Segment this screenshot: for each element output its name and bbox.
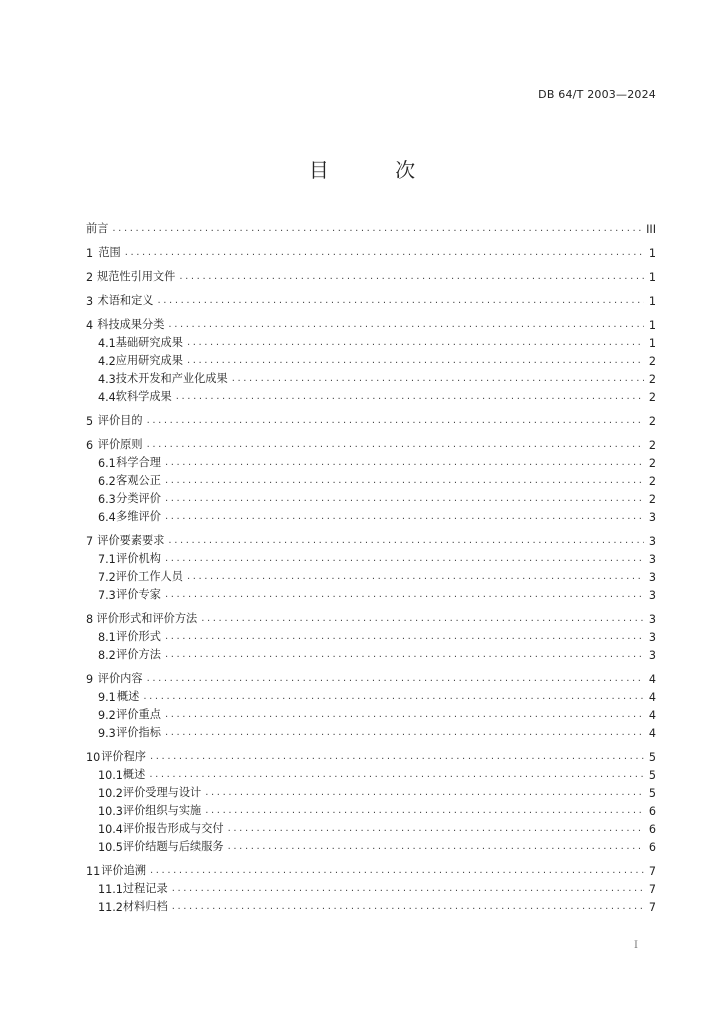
toc-entry-number: 6.2 [98, 475, 116, 488]
toc-entry-label: 科学合理 [116, 456, 161, 469]
toc-entry-label: 多维评价 [116, 510, 161, 523]
table-of-contents [86, 218, 656, 914]
dot-leader [205, 786, 644, 800]
toc-entry-page: 1 [648, 271, 656, 284]
toc-entry-page: 2 [648, 439, 656, 452]
toc-entry-label: 术语和定义 [97, 294, 154, 307]
toc-subentry[interactable] [86, 332, 656, 350]
toc-subentry[interactable] [86, 470, 656, 488]
footer-page-number: I [634, 940, 638, 951]
toc-entry-label: 评价专家 [116, 588, 161, 601]
toc-entry-number: 4.1 [98, 337, 116, 350]
toc-entry-label: 前言 [86, 222, 109, 235]
toc-subentry[interactable] [86, 488, 656, 506]
toc-entry-number: 3 [86, 295, 94, 308]
toc-entry-number: 9.3 [98, 727, 116, 740]
toc-entry-number: 6.4 [98, 511, 116, 524]
toc-entry-page: 3 [648, 571, 656, 584]
toc-entry-number: 6 [86, 439, 94, 452]
toc-entry-number: 4.2 [98, 355, 116, 368]
dot-leader [125, 246, 644, 260]
dot-leader [168, 318, 644, 332]
toc-entry-label: 科技成果分类 [97, 318, 165, 331]
toc-entry[interactable] [86, 608, 656, 626]
dot-leader [187, 336, 644, 350]
toc-entry-label: 评价形式和评价方法 [96, 612, 198, 625]
toc-entry-number: 8 [86, 613, 94, 626]
toc-entry-label: 软科学成果 [115, 390, 172, 403]
toc-entry-number: 10.3 [98, 805, 123, 818]
dot-leader [165, 648, 644, 662]
dot-leader [232, 372, 644, 386]
toc-entry-label: 评价工作人员 [115, 570, 183, 583]
toc-entry-label: 评价追溯 [101, 864, 146, 877]
toc-entry-page: 4 [648, 691, 656, 704]
toc-entry-label: 评价内容 [97, 672, 143, 685]
toc-entry-page: 1 [648, 247, 656, 260]
toc-entry-page: 3 [648, 589, 656, 602]
toc-entry-number: 10.4 [98, 823, 123, 836]
toc-entry-page: 2 [648, 493, 656, 506]
toc-entry-number: 7.1 [98, 553, 116, 566]
toc-entry-page: 2 [648, 391, 656, 404]
toc-entry-page: 5 [648, 769, 656, 782]
toc-entry-page: 1 [648, 319, 656, 332]
toc-entry-label: 评价要素要求 [97, 534, 165, 547]
toc-entry-label: 概述 [122, 768, 146, 781]
toc-subentry[interactable] [86, 566, 656, 584]
toc-entry[interactable] [86, 434, 656, 452]
toc-subentry[interactable] [86, 644, 656, 662]
toc-subentry[interactable] [86, 452, 656, 470]
toc-entry-page: 2 [648, 373, 656, 386]
toc-entry-number: 10.5 [98, 841, 123, 854]
page-title: 目 次 [308, 158, 446, 182]
toc-entry-page: 4 [648, 709, 656, 722]
toc-entry-number: 4.3 [98, 373, 116, 386]
toc-entry-page: 3 [648, 631, 656, 644]
toc-subentry[interactable] [86, 350, 656, 368]
toc-entry-page: 3 [648, 511, 656, 524]
toc-entry-number: 9.2 [98, 709, 116, 722]
toc-entry-page: 4 [648, 673, 656, 686]
toc-entry-label: 材料归档 [122, 900, 168, 913]
toc-entry-number: 7.3 [98, 589, 116, 602]
toc-subentry[interactable] [86, 506, 656, 524]
toc-subentry[interactable] [86, 896, 656, 914]
toc-entry-label: 评价目的 [97, 414, 143, 427]
dot-leader [179, 270, 644, 284]
toc-entry-label: 分类评价 [116, 492, 161, 505]
toc-entry-label: 评价结题与后续服务 [122, 840, 224, 853]
toc-entry-page: 6 [648, 805, 656, 818]
dot-leader [149, 768, 644, 782]
toc-entry[interactable] [86, 410, 656, 428]
toc-entry-number: 4.4 [98, 391, 116, 404]
toc-entry-page: 1 [648, 295, 656, 308]
dot-leader [172, 900, 644, 914]
dot-leader [187, 570, 644, 584]
toc-entry-page: 6 [648, 823, 656, 836]
toc-entry[interactable] [86, 242, 656, 260]
toc-entry-page: 6 [648, 841, 656, 854]
toc-entry-number: 7.2 [98, 571, 116, 584]
toc-subentry[interactable] [86, 722, 656, 740]
toc-subentry[interactable] [86, 818, 656, 836]
toc-entry-number: 10.2 [98, 787, 123, 800]
toc-subentry[interactable] [86, 548, 656, 566]
dot-leader [176, 390, 644, 404]
dot-leader [165, 708, 644, 722]
toc-entry-label: 评价受理与设计 [122, 786, 202, 799]
standard-code: DB 64/T 2003—2024 [538, 88, 656, 101]
toc-subentry[interactable] [86, 878, 656, 896]
toc-entry-page: 2 [648, 475, 656, 488]
toc-entry-page: 7 [648, 883, 656, 896]
dot-leader [147, 414, 644, 428]
toc-entry-page: 4 [648, 727, 656, 740]
toc-entry-page: 7 [648, 865, 656, 878]
toc-subentry[interactable] [86, 386, 656, 404]
dot-leader [172, 882, 644, 896]
dot-leader [150, 864, 644, 878]
toc-entry-number: 9.1 [98, 691, 116, 704]
toc-entry-label: 评价原则 [97, 438, 143, 451]
toc-entry-label: 规范性引用文件 [97, 270, 176, 283]
toc-entry-page: 1 [648, 337, 656, 350]
dot-leader [187, 354, 644, 368]
toc-subentry[interactable] [86, 368, 656, 386]
toc-entry-page: 5 [648, 787, 656, 800]
toc-entry[interactable] [86, 860, 656, 878]
toc-entry-page: 3 [648, 535, 656, 548]
toc-entry-number: 6.1 [98, 457, 116, 470]
toc-entry-label: 范围 [98, 246, 121, 259]
dot-leader [205, 804, 644, 818]
toc-entry-page: 2 [648, 457, 656, 470]
dot-leader [165, 474, 644, 488]
toc-entry[interactable] [86, 314, 656, 332]
toc-entry-label: 技术开发和产业化成果 [115, 372, 228, 385]
toc-entry-label: 评价形式 [116, 630, 161, 643]
toc-entry-label: 概述 [116, 690, 140, 703]
toc-entry-page: 2 [648, 415, 656, 428]
toc-subentry[interactable] [86, 584, 656, 602]
toc-entry-label: 客观公正 [116, 474, 161, 487]
toc-subentry[interactable] [86, 836, 656, 854]
toc-entry-number: 6.3 [98, 493, 116, 506]
toc-entry-page: 3 [648, 613, 656, 626]
toc-entry-label: 过程记录 [122, 882, 168, 895]
dot-leader [143, 690, 644, 704]
dot-leader [150, 750, 644, 764]
toc-subentry[interactable] [86, 782, 656, 800]
toc-entry-label: 评价方法 [116, 648, 161, 661]
toc-entry-number: 7 [86, 535, 94, 548]
toc-entry-page: 3 [648, 649, 656, 662]
dot-leader [165, 492, 644, 506]
toc-entry-number: 2 [86, 271, 94, 284]
toc-entry-number: 1 [86, 247, 94, 260]
toc-entry[interactable] [86, 290, 656, 308]
toc-entry-number: 10.1 [98, 769, 123, 782]
dot-leader [165, 588, 644, 602]
toc-entry-page: 2 [648, 355, 656, 368]
toc-entry-label: 评价报告形成与交付 [122, 822, 224, 835]
dot-leader [201, 612, 644, 626]
toc-entry[interactable] [86, 266, 656, 284]
toc-entry-number: 4 [86, 319, 94, 332]
toc-subentry[interactable] [86, 764, 656, 782]
toc-entry-label: 评价指标 [116, 726, 161, 739]
dot-leader [165, 510, 644, 524]
toc-entry-label: 评价程序 [101, 750, 146, 763]
dot-leader [147, 438, 644, 452]
dot-leader [157, 294, 644, 308]
toc-entry-number: 9 [86, 673, 94, 686]
toc-entry-number: 8.1 [98, 631, 116, 644]
toc-entry[interactable] [86, 668, 656, 686]
dot-leader [112, 222, 642, 236]
toc-subentry[interactable] [86, 704, 656, 722]
toc-entry-label: 评价重点 [116, 708, 161, 721]
dot-leader [228, 840, 644, 854]
toc-entry-number: 11.1 [98, 883, 123, 896]
toc-entry-page: 5 [648, 751, 656, 764]
toc-entry-number: 11.2 [98, 901, 123, 914]
toc-subentry[interactable] [86, 686, 656, 704]
toc-entry-page: 7 [648, 901, 656, 914]
dot-leader [165, 726, 644, 740]
toc-entry-page: III [646, 223, 656, 236]
toc-entry-number: 5 [86, 415, 94, 428]
toc-entry[interactable] [86, 530, 656, 548]
dot-leader [147, 672, 644, 686]
dot-leader [165, 552, 644, 566]
toc-entry-page: 3 [648, 553, 656, 566]
toc-subentry[interactable] [86, 800, 656, 818]
toc-entry-label: 基础研究成果 [115, 336, 183, 349]
toc-entry[interactable] [86, 746, 656, 764]
dot-leader [165, 630, 644, 644]
dot-leader [168, 534, 644, 548]
toc-entry-number: 11 [86, 865, 101, 878]
toc-entry-label: 评价机构 [116, 552, 161, 565]
toc-entry-number: 10 [86, 751, 101, 764]
dot-leader [165, 456, 644, 470]
toc-entry-label: 应用研究成果 [115, 354, 183, 367]
toc-entry-number: 8.2 [98, 649, 116, 662]
dot-leader [228, 822, 644, 836]
toc-entry-label: 评价组织与实施 [122, 804, 202, 817]
toc-entry[interactable] [86, 218, 656, 236]
toc-subentry[interactable] [86, 626, 656, 644]
